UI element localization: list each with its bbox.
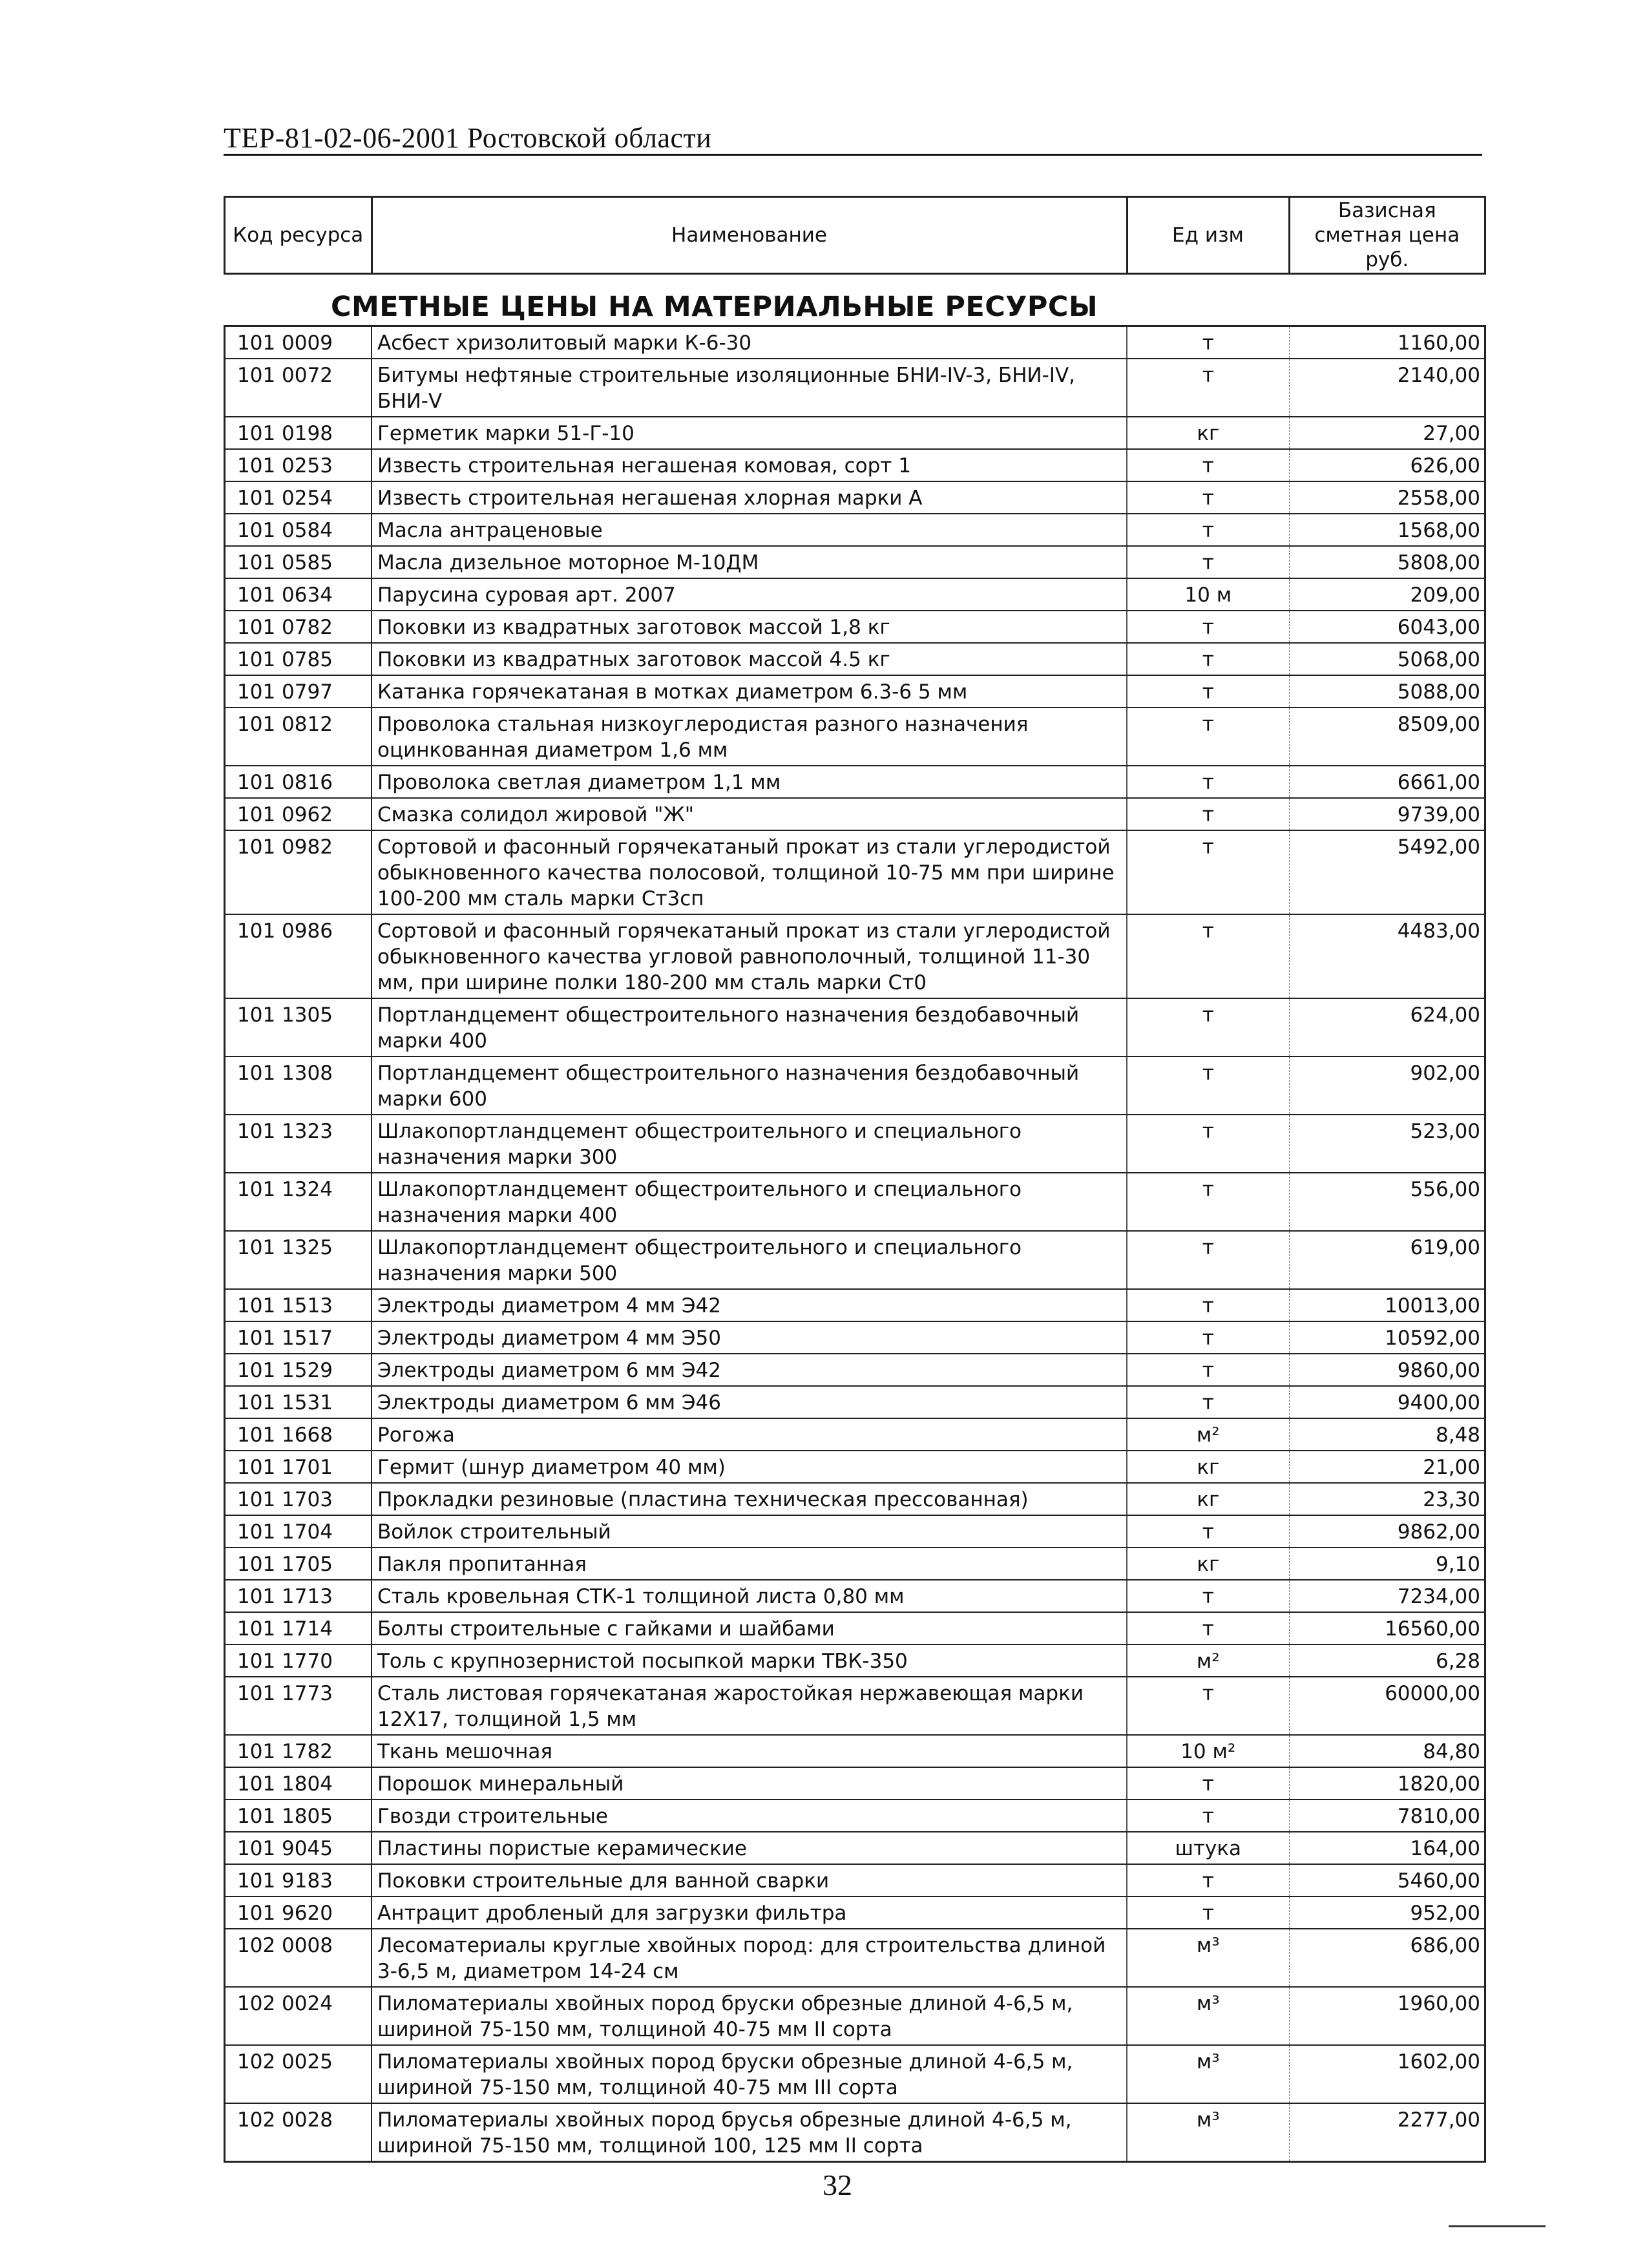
resource-name-cell: Шлакопортландцемент общестроительного и специального назначения марки 300 — [372, 1115, 1127, 1173]
resource-code-cell: 101 0634 — [225, 578, 372, 611]
table-row — [225, 449, 1484, 481]
resource-code-cell: 102 0028 — [225, 2103, 372, 2161]
unit-cell: т — [1127, 830, 1289, 914]
price-cell: 686,00 — [1289, 1929, 1484, 1987]
table-row — [225, 1056, 1484, 1115]
table-row — [225, 1354, 1484, 1386]
resource-name-cell: Электроды диаметром 4 мм Э42 — [372, 1289, 1127, 1321]
section-title: СМЕТНЫЕ ЦЕНЫ НА МАТЕРИАЛЬНЫЕ РЕСУРСЫ — [330, 291, 1098, 323]
table-row — [225, 1173, 1484, 1231]
header-unit: Ед изм — [1127, 198, 1289, 273]
unit-cell: т — [1127, 1612, 1289, 1644]
resource-name-cell: Поковки из квадратных заготовок массой 4.5 кг — [372, 643, 1127, 675]
unit-cell: 10 м — [1127, 578, 1289, 611]
table-row — [225, 1896, 1484, 1929]
resource-code-cell: 101 1804 — [225, 1767, 372, 1800]
price-cell: 164,00 — [1289, 1832, 1484, 1864]
resource-code-cell: 102 0024 — [225, 1987, 372, 2045]
unit-cell: т — [1127, 1386, 1289, 1418]
unit-cell: кг — [1127, 1451, 1289, 1483]
table-row — [225, 830, 1484, 914]
unit-cell: т — [1127, 449, 1289, 481]
resource-name-cell: Электроды диаметром 6 мм Э42 — [372, 1354, 1127, 1386]
column-header-table — [224, 196, 1486, 275]
table-row — [225, 798, 1484, 830]
resource-code-cell: 101 0584 — [225, 514, 372, 546]
price-cell: 619,00 — [1289, 1231, 1484, 1289]
price-cell: 952,00 — [1289, 1896, 1484, 1929]
unit-cell: т — [1127, 1289, 1289, 1321]
table-row — [225, 1987, 1484, 2045]
resource-code-cell: 101 1531 — [225, 1386, 372, 1418]
unit-cell: т — [1127, 643, 1289, 675]
price-cell: 23,30 — [1289, 1483, 1484, 1515]
resource-name-cell: Пластины пористые керамические — [372, 1832, 1127, 1864]
resource-code-cell: 102 0008 — [225, 1929, 372, 1987]
resource-name-cell: Шлакопортландцемент общестроительного и специального назначения марки 400 — [372, 1173, 1127, 1231]
price-cell: 1820,00 — [1289, 1767, 1484, 1800]
resource-name-cell: Известь строительная негашеная комовая, сорт 1 — [372, 449, 1127, 481]
resource-code-cell: 101 0198 — [225, 417, 372, 449]
unit-cell: т — [1127, 1115, 1289, 1173]
price-table — [224, 325, 1486, 2163]
resource-name-cell: Масла дизельное моторное М-10ДМ — [372, 546, 1127, 578]
price-cell: 6661,00 — [1289, 766, 1484, 798]
table-row — [225, 2045, 1484, 2103]
price-cell: 209,00 — [1289, 578, 1484, 611]
unit-cell: 10 м² — [1127, 1735, 1289, 1767]
resource-name-cell: Шлакопортландцемент общестроительного и специального назначения марки 500 — [372, 1231, 1127, 1289]
resource-name-cell: Сортовой и фасонный горячекатаный прокат из стали углеродистой обыкновенного качества полосовой, толщиной 10-75 мм при ширине 100-200 мм сталь марки Ст3сп — [372, 830, 1127, 914]
table-row — [225, 481, 1484, 514]
resource-code-cell: 101 1323 — [225, 1115, 372, 1173]
header-price: Базисная сметная цена руб. — [1289, 198, 1484, 273]
unit-cell: т — [1127, 359, 1289, 417]
resource-name-cell: Болты строительные с гайками и шайбами — [372, 1612, 1127, 1644]
unit-cell: т — [1127, 998, 1289, 1056]
price-cell: 1602,00 — [1289, 2045, 1484, 2103]
resource-code-cell: 101 1773 — [225, 1677, 372, 1735]
price-cell: 21,00 — [1289, 1451, 1484, 1483]
unit-cell: т — [1127, 708, 1289, 766]
resource-code-cell: 102 0025 — [225, 2045, 372, 2103]
unit-cell: т — [1127, 798, 1289, 830]
table-row — [225, 1289, 1484, 1321]
price-cell: 10013,00 — [1289, 1289, 1484, 1321]
resource-code-cell: 101 1770 — [225, 1644, 372, 1677]
price-cell: 1160,00 — [1289, 327, 1484, 359]
table-row — [225, 1515, 1484, 1548]
table-row — [225, 1612, 1484, 1644]
price-cell: 9400,00 — [1289, 1386, 1484, 1418]
unit-cell: м² — [1127, 1644, 1289, 1677]
resource-name-cell: Сталь листовая горячекатаная жаростойкая нержавеющая марки 12Х17, толщиной 1,5 мм — [372, 1677, 1127, 1735]
price-cell: 8,48 — [1289, 1418, 1484, 1451]
resource-name-cell: Пакля пропитанная — [372, 1548, 1127, 1580]
resource-code-cell: 101 9620 — [225, 1896, 372, 1929]
table-row — [225, 1832, 1484, 1864]
table-row — [225, 1929, 1484, 1987]
unit-cell: т — [1127, 1896, 1289, 1929]
resource-code-cell: 101 1324 — [225, 1173, 372, 1231]
price-cell: 523,00 — [1289, 1115, 1484, 1173]
table-row — [225, 708, 1484, 766]
table-row — [225, 1767, 1484, 1800]
resource-name-cell: Проволока стальная низкоуглеродистая разного назначения оцинкованная диаметром 1,6 мм — [372, 708, 1127, 766]
resource-name-cell: Электроды диаметром 6 мм Э46 — [372, 1386, 1127, 1418]
price-cell: 556,00 — [1289, 1173, 1484, 1231]
unit-cell: м² — [1127, 1418, 1289, 1451]
resource-name-cell: Парусина суровая арт. 2007 — [372, 578, 1127, 611]
unit-cell: т — [1127, 1231, 1289, 1289]
resource-code-cell: 101 1668 — [225, 1418, 372, 1451]
resource-code-cell: 101 1305 — [225, 998, 372, 1056]
unit-cell: т — [1127, 766, 1289, 798]
table-row — [225, 1800, 1484, 1832]
price-cell: 626,00 — [1289, 449, 1484, 481]
resource-code-cell: 101 1704 — [225, 1515, 372, 1548]
resource-code-cell: 101 1703 — [225, 1483, 372, 1515]
price-cell: 10592,00 — [1289, 1321, 1484, 1354]
document-title: ТЕР-81-02-06-2001 Ростовской области — [224, 122, 712, 154]
unit-cell: т — [1127, 1800, 1289, 1832]
resource-name-cell: Портландцемент общестроительного назначения бездобавочный марки 400 — [372, 998, 1127, 1056]
table-row — [225, 611, 1484, 643]
table-row — [225, 2103, 1484, 2161]
title-underline — [224, 154, 1482, 156]
unit-cell: т — [1127, 481, 1289, 514]
unit-cell: т — [1127, 1173, 1289, 1231]
price-cell: 9739,00 — [1289, 798, 1484, 830]
table-row — [225, 1115, 1484, 1173]
unit-cell: т — [1127, 1677, 1289, 1735]
table-row — [225, 1735, 1484, 1767]
header-name: Наименование — [372, 198, 1127, 273]
unit-cell: кг — [1127, 1483, 1289, 1515]
resource-code-cell: 101 9183 — [225, 1864, 372, 1896]
resource-code-cell: 101 1701 — [225, 1451, 372, 1483]
price-table-body — [225, 327, 1484, 2161]
resource-code-cell: 101 1782 — [225, 1735, 372, 1767]
resource-name-cell: Масла антраценовые — [372, 514, 1127, 546]
price-cell: 8509,00 — [1289, 708, 1484, 766]
price-cell: 2558,00 — [1289, 481, 1484, 514]
resource-name-cell: Рогожа — [372, 1418, 1127, 1451]
unit-cell: т — [1127, 611, 1289, 643]
page-number: 32 — [823, 2168, 852, 2201]
resource-code-cell: 101 0797 — [225, 675, 372, 708]
resource-code-cell: 101 0072 — [225, 359, 372, 417]
resource-code-cell: 101 0986 — [225, 914, 372, 998]
resource-code-cell: 101 1705 — [225, 1548, 372, 1580]
unit-cell: т — [1127, 675, 1289, 708]
price-cell: 4483,00 — [1289, 914, 1484, 998]
price-cell: 9860,00 — [1289, 1354, 1484, 1386]
resource-code-cell: 101 0254 — [225, 481, 372, 514]
price-cell: 16560,00 — [1289, 1612, 1484, 1644]
resource-code-cell: 101 0585 — [225, 546, 372, 578]
resource-code-cell: 101 1714 — [225, 1612, 372, 1644]
resource-code-cell: 101 0782 — [225, 611, 372, 643]
table-row — [225, 359, 1484, 417]
resource-name-cell: Ткань мешочная — [372, 1735, 1127, 1767]
resource-name-cell: Порошок минеральный — [372, 1767, 1127, 1800]
unit-cell: т — [1127, 514, 1289, 546]
price-cell: 5460,00 — [1289, 1864, 1484, 1896]
resource-code-cell: 101 1713 — [225, 1580, 372, 1612]
resource-code-cell: 101 1513 — [225, 1289, 372, 1321]
resource-code-cell: 101 1517 — [225, 1321, 372, 1354]
table-row — [225, 914, 1484, 998]
unit-cell: м³ — [1127, 2045, 1289, 2103]
price-cell: 60000,00 — [1289, 1677, 1484, 1735]
resource-code-cell: 101 0253 — [225, 449, 372, 481]
resource-name-cell: Пиломатериалы хвойных пород брусья обрезные длиной 4-6,5 м, шириной 75-150 мм, толщиной 100, 125 мм II сорта — [372, 2103, 1127, 2161]
table-row — [225, 546, 1484, 578]
price-cell: 5068,00 — [1289, 643, 1484, 675]
price-cell: 7810,00 — [1289, 1800, 1484, 1832]
resource-code-cell: 101 9045 — [225, 1832, 372, 1864]
price-cell: 6,28 — [1289, 1644, 1484, 1677]
resource-name-cell: Сортовой и фасонный горячекатаный прокат из стали углеродистой обыкновенного качества угловой равнополочный, толщиной 11-30 мм, при ширине полки 180-200 мм сталь марки Ст0 — [372, 914, 1127, 998]
unit-cell: т — [1127, 327, 1289, 359]
table-row — [225, 1644, 1484, 1677]
price-cell: 2277,00 — [1397, 2108, 1480, 2132]
price-cell: 624,00 — [1289, 998, 1484, 1056]
unit-cell: штука — [1127, 1832, 1289, 1864]
price-cell: 1568,00 — [1289, 514, 1484, 546]
resource-name-cell: Поковки из квадратных заготовок массой 1,8 кг — [372, 611, 1127, 643]
unit-cell: т — [1127, 914, 1289, 998]
resource-code-cell: 101 0982 — [225, 830, 372, 914]
table-row — [225, 675, 1484, 708]
price-cell: 902,00 — [1289, 1056, 1484, 1115]
resource-name-cell: Войлок строительный — [372, 1515, 1127, 1548]
table-row — [225, 327, 1484, 359]
resource-name-cell: Катанка горячекатаная в мотках диаметром 6.3-6 5 мм — [372, 675, 1127, 708]
resource-name-cell: Портландцемент общестроительного назначения бездобавочный марки 600 — [372, 1056, 1127, 1115]
price-cell: 7234,00 — [1289, 1580, 1484, 1612]
unit-cell: м³ — [1127, 1929, 1289, 1987]
price-cell: 6043,00 — [1289, 611, 1484, 643]
resource-code-cell: 101 1805 — [225, 1800, 372, 1832]
table-row — [225, 1580, 1484, 1612]
resource-name-cell: Пиломатериалы хвойных пород бруски обрезные длиной 4-6,5 м, шириной 75-150 мм, толщиной 40-75 мм III сорта — [372, 2045, 1127, 2103]
resource-name-cell: Прокладки резиновые (пластина техническая прессованная) — [372, 1483, 1127, 1515]
table-row — [225, 1231, 1484, 1289]
price-cell: 9862,00 — [1289, 1515, 1484, 1548]
resource-code-cell: 101 0785 — [225, 643, 372, 675]
price-cell: 1960,00 — [1289, 1987, 1484, 2045]
resource-code-cell: 101 1308 — [225, 1056, 372, 1115]
resource-name-cell: Известь строительная негашеная хлорная марки А — [372, 481, 1127, 514]
resource-code-cell: 101 0962 — [225, 798, 372, 830]
unit-cell: т — [1127, 1864, 1289, 1896]
table-row — [225, 578, 1484, 611]
table-row — [225, 1483, 1484, 1515]
resource-name-cell: Антрацит дробленый для загрузки фильтра — [372, 1896, 1127, 1929]
price-cell: 27,00 — [1289, 417, 1484, 449]
unit-cell: т — [1127, 1767, 1289, 1800]
unit-cell: м³ — [1127, 2103, 1289, 2161]
table-row — [225, 766, 1484, 798]
unit-cell: кг — [1127, 417, 1289, 449]
table-row — [225, 643, 1484, 675]
unit-cell: т — [1127, 1354, 1289, 1386]
resource-name-cell: Электроды диаметром 4 мм Э50 — [372, 1321, 1127, 1354]
resource-name-cell: Асбест хризолитовый марки К-6-30 — [372, 327, 1127, 359]
resource-code-cell: 101 1325 — [225, 1231, 372, 1289]
resource-name-cell: Сталь кровельная СТК-1 толщиной листа 0,80 мм — [372, 1580, 1127, 1612]
table-row — [225, 514, 1484, 546]
unit-cell: м³ — [1127, 1987, 1289, 2045]
price-cell: 5808,00 — [1289, 546, 1484, 578]
unit-cell: т — [1127, 546, 1289, 578]
unit-cell: т — [1127, 1580, 1289, 1612]
price-cell: 5088,00 — [1289, 675, 1484, 708]
corner-rule — [1449, 2225, 1546, 2227]
resource-code-cell: 101 1529 — [225, 1354, 372, 1386]
resource-name-cell: Битумы нефтяные строительные изоляционные БНИ-IV-3, БНИ-IV, БНИ-V — [372, 359, 1127, 417]
unit-cell: кг — [1127, 1548, 1289, 1580]
resource-name-cell: Смазка солидол жировой "Ж" — [372, 798, 1127, 830]
resource-name-cell: Толь с крупнозернистой посыпкой марки ТВК-350 — [372, 1644, 1127, 1677]
price-cell: 5492,00 — [1289, 830, 1484, 914]
price-cell: 2140,00 — [1289, 359, 1484, 417]
resource-name-cell: Гвозди строительные — [372, 1800, 1127, 1832]
table-row — [225, 998, 1484, 1056]
unit-cell: т — [1127, 1321, 1289, 1354]
table-row — [225, 1864, 1484, 1896]
resource-name-cell: Пиломатериалы хвойных пород бруски обрезные длиной 4-6,5 м, шириной 75-150 мм, толщиной 40-75 мм II сорта — [372, 1987, 1127, 2045]
price-cell: 9,10 — [1289, 1548, 1484, 1580]
resource-code-cell: 101 0009 — [225, 327, 372, 359]
resource-code-cell: 101 0812 — [225, 708, 372, 766]
unit-cell: т — [1127, 1515, 1289, 1548]
header-code: Код ресурса — [233, 224, 364, 247]
table-row — [225, 1321, 1484, 1354]
resource-name-cell: Лесоматериалы круглые хвойных пород: для строительства длиной 3-6,5 м, диаметром 14-24 см — [372, 1929, 1127, 1987]
table-row — [225, 1418, 1484, 1451]
resource-code-cell: 101 0816 — [225, 766, 372, 798]
table-row — [225, 417, 1484, 449]
table-row — [225, 1451, 1484, 1483]
unit-cell: т — [1127, 1056, 1289, 1115]
resource-name-cell: Гермит (шнур диаметром 40 мм) — [372, 1451, 1127, 1483]
resource-name-cell: Герметик марки 51-Г-10 — [372, 417, 1127, 449]
resource-name-cell: Поковки строительные для ванной сварки — [372, 1864, 1127, 1896]
price-cell: 84,80 — [1289, 1735, 1484, 1767]
table-row — [225, 1677, 1484, 1735]
table-row — [225, 1386, 1484, 1418]
resource-name-cell: Проволока светлая диаметром 1,1 мм — [372, 766, 1127, 798]
table-row — [225, 1548, 1484, 1580]
